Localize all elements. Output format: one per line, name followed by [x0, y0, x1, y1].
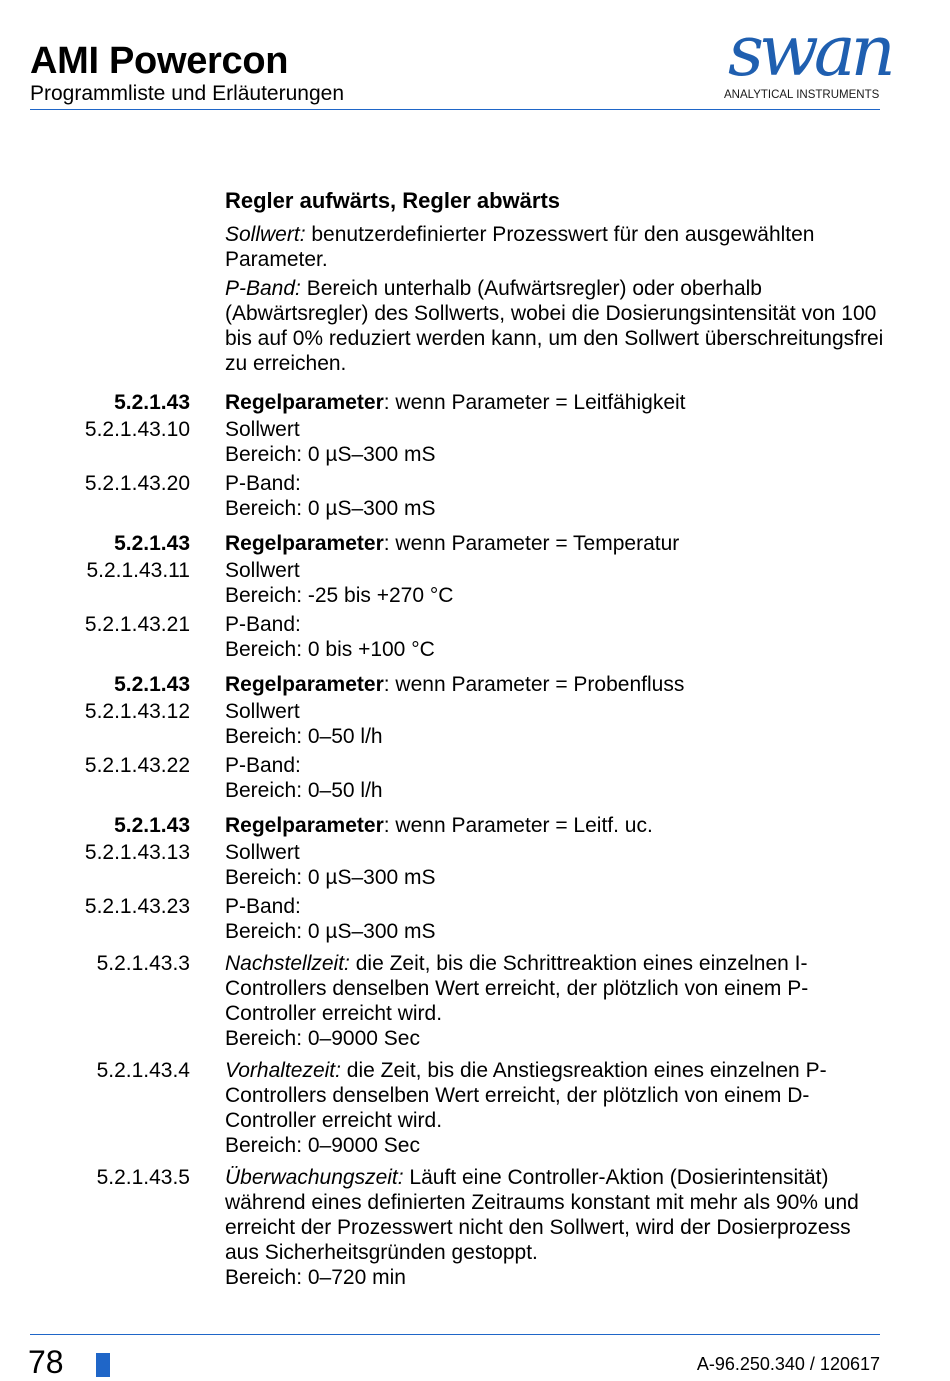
logo-tagline: ANALYTICAL INSTRUMENTS — [724, 89, 880, 101]
desc-range: Bereich: 0–720 min — [225, 1266, 406, 1289]
intro-sollwert — [225, 222, 890, 272]
param-item — [30, 699, 890, 749]
param-item — [30, 417, 890, 467]
group-label: Regelparameter — [225, 673, 384, 696]
page-content — [30, 186, 890, 1290]
item-range: Bereich: 0 µS–300 mS — [225, 443, 436, 466]
desc-text: die Zeit, bis die Anstiegsreaktion eines einzelnen P-Controllers denselben Wert erreicht, der plötzlich von einem D-Controller erreicht wird. — [225, 1059, 827, 1132]
desc-text: Läuft eine Controller-Aktion (Dosierintensität) während eines definierten Zeitraums konstant mit mehr als 90% und erreicht der Prozesswert nicht den Sollwert, wird der Dosierprozess aus Sicherheitsgründen gestoppt. — [225, 1166, 859, 1264]
item-range: Bereich: 0–50 l/h — [225, 725, 383, 748]
menu-number: 5.2.1.43.22 — [84, 754, 190, 777]
group-label: Regelparameter — [225, 814, 384, 837]
param-description — [30, 951, 890, 1051]
item-range: Bereich: 0 µS–300 mS — [225, 920, 436, 943]
param-group-heading — [30, 672, 890, 697]
group-condition: : wenn Parameter = Probenfluss — [383, 673, 685, 696]
item-name: P-Band: — [225, 754, 301, 777]
item-name: Sollwert — [225, 559, 300, 582]
group-label: Regelparameter — [225, 532, 384, 555]
logo-wordmark: swan — [728, 10, 891, 92]
menu-number: 5.2.1.43 — [114, 532, 190, 555]
header-divider — [30, 109, 880, 110]
param-group-heading — [30, 531, 890, 556]
item-name: P-Band: — [225, 895, 301, 918]
item-range: Bereich: 0–50 l/h — [225, 779, 383, 802]
item-range: Bereich: -25 bis +270 °C — [225, 584, 454, 607]
page-number: 78 — [28, 1344, 64, 1380]
menu-number: 5.2.1.43.11 — [86, 559, 190, 582]
item-range: Bereich: 0 µS–300 mS — [225, 497, 436, 520]
item-name: Sollwert — [225, 841, 300, 864]
desc-term: Überwachungszeit: — [225, 1166, 404, 1189]
param-item — [30, 894, 890, 944]
menu-number: 5.2.1.43.13 — [84, 841, 190, 864]
param-description — [30, 1165, 890, 1290]
footer-divider — [30, 1334, 880, 1335]
intro-text: Bereich unterhalb (Aufwärtsregler) oder oberhalb (Abwärtsregler) des Sollwerts, wobei die Dosierungsintensität von 100 bis auf 0% reduziert werden kann, um den Sollwert überschreitungsfrei zu erreichen. — [225, 277, 884, 375]
group-label: Regelparameter — [225, 391, 384, 414]
menu-number: 5.2.1.43 — [114, 391, 190, 414]
menu-number: 5.2.1.43.3 — [96, 952, 190, 975]
desc-range: Bereich: 0–9000 Sec — [225, 1027, 420, 1050]
document-reference: A-96.250.340 / 120617 — [696, 1354, 880, 1374]
item-range: Bereich: 0 µS–300 mS — [225, 866, 436, 889]
menu-number: 5.2.1.43.10 — [84, 418, 190, 441]
param-item — [30, 471, 890, 521]
intro-text: benutzerdefinierter Prozesswert für den ausgewählten Parameter. — [225, 223, 815, 271]
param-item — [30, 558, 890, 608]
group-condition: : wenn Parameter = Temperatur — [383, 532, 680, 555]
menu-number: 5.2.1.43.4 — [96, 1059, 190, 1082]
page-marker — [96, 1353, 110, 1377]
param-group-heading — [30, 813, 890, 838]
group-condition: : wenn Parameter = Leitfähigkeit — [383, 391, 686, 414]
menu-number: 5.2.1.43.21 — [84, 613, 190, 636]
group-condition: : wenn Parameter = Leitf. uc. — [383, 814, 653, 837]
document-subtitle: Programmliste und Erläuterungen — [30, 82, 344, 105]
desc-range: Bereich: 0–9000 Sec — [225, 1134, 420, 1157]
swan-logo — [722, 10, 891, 104]
menu-number: 5.2.1.43.20 — [84, 472, 190, 495]
param-item — [30, 612, 890, 662]
item-name: P-Band: — [225, 472, 301, 495]
document-title: AMI Powercon — [30, 40, 289, 82]
param-group-heading — [30, 390, 890, 415]
menu-number: 5.2.1.43 — [114, 814, 190, 837]
intro-term: P-Band: — [225, 277, 301, 300]
item-name: Sollwert — [225, 418, 300, 441]
menu-number: 5.2.1.43.12 — [84, 700, 190, 723]
desc-term: Vorhaltezeit: — [225, 1059, 341, 1082]
desc-text: die Zeit, bis die Schrittreaktion eines einzelnen I-Controllers denselben Wert erreicht, der plötzlich von einem P-Controller erreicht wird. — [225, 952, 809, 1025]
menu-number: 5.2.1.43 — [114, 673, 190, 696]
desc-term: Nachstellzeit: — [225, 952, 350, 975]
menu-number: 5.2.1.43.5 — [96, 1166, 190, 1189]
section-title: Regler aufwärts, Regler abwärts — [225, 188, 561, 213]
intro-term: Sollwert: — [225, 223, 306, 246]
menu-number: 5.2.1.43.23 — [84, 895, 190, 918]
item-name: Sollwert — [225, 700, 300, 723]
item-range: Bereich: 0 bis +100 °C — [225, 638, 435, 661]
item-name: P-Band: — [225, 613, 301, 636]
param-description — [30, 1058, 890, 1158]
param-item — [30, 840, 890, 890]
intro-pband — [225, 276, 885, 376]
param-item — [30, 753, 890, 803]
